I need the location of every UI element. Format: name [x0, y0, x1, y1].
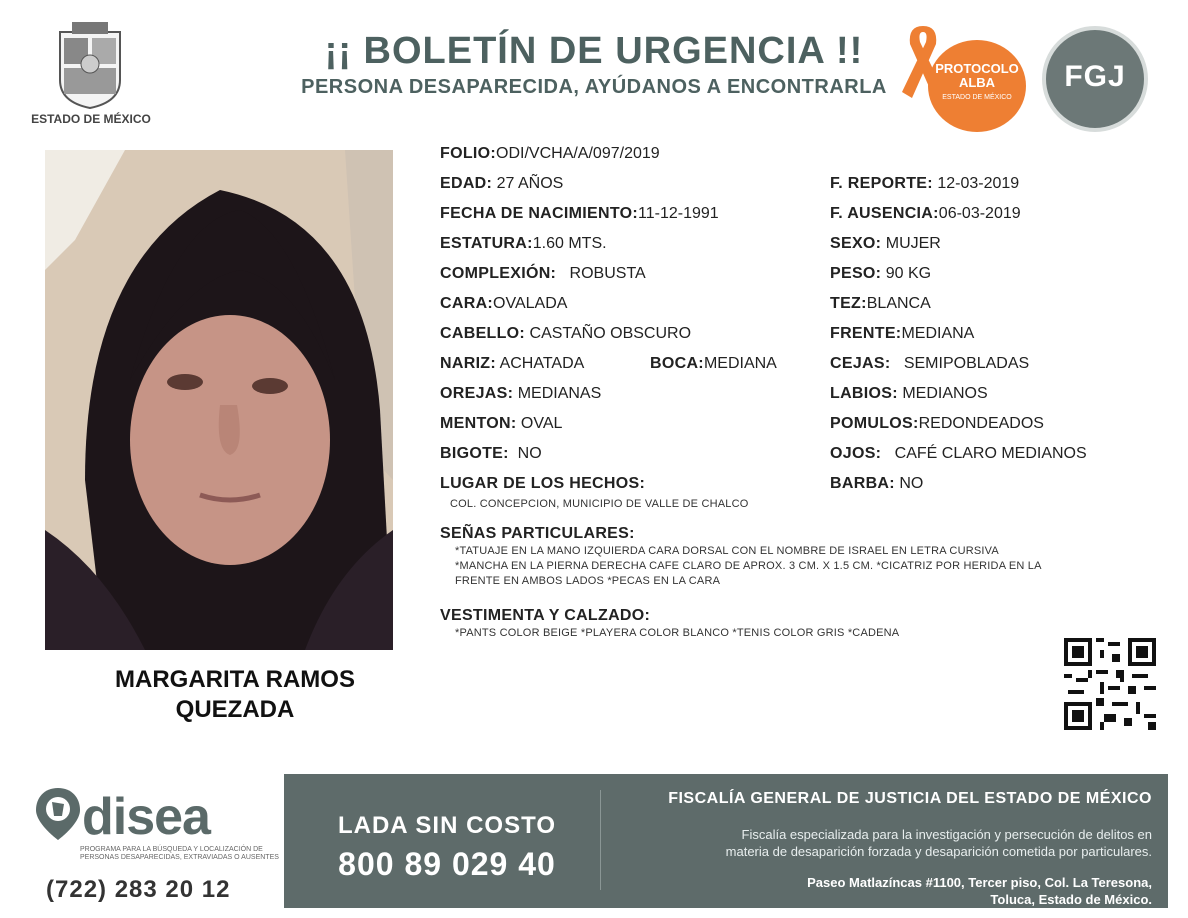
field-lugar-label: LUGAR DE LOS HECHOS: — [440, 475, 646, 492]
field-frente-value: MEDIANA — [901, 325, 975, 342]
field-menton — [440, 415, 562, 433]
alba-line3: ESTADO DE MÉXICO — [942, 94, 1012, 101]
field-ojos-value: CAFÉ CLARO MEDIANOS — [894, 445, 1087, 462]
field-cejas-value: SEMIPOBLADAS — [903, 355, 1030, 372]
fgj-description-line1: Fiscalía especializada para la investigación y persecución de delitos en — [741, 827, 1152, 842]
field-boca-label: BOCA: — [650, 355, 704, 372]
senas-line1: *TATUAJE EN LA MANO IZQUIERDA CARA DORSAL CON EL NOMBRE DE ISRAEL EN LETRA CURSIVA — [455, 545, 999, 557]
fgj-description — [612, 826, 1152, 860]
field-cara-value: OVALADA — [493, 295, 568, 312]
field-nariz-value: ACHATADA — [499, 355, 585, 372]
field-cara — [440, 295, 567, 313]
field-bigote-value: NO — [517, 445, 542, 462]
field-pomulos-value: REDONDEADOS — [918, 415, 1044, 432]
field-estatura — [440, 235, 607, 253]
field-nacimiento-value: 11-12-1991 — [638, 205, 719, 222]
field-pomulos — [830, 415, 1044, 433]
field-labios — [830, 385, 988, 403]
alba-line2: ALBA — [958, 75, 996, 90]
field-barba — [830, 475, 923, 493]
field-nariz — [440, 355, 584, 373]
lada-sin-costo-label: LADA SIN COSTO — [337, 812, 556, 839]
person-name — [45, 665, 425, 725]
field-tez — [830, 295, 931, 313]
field-bigote — [440, 445, 542, 463]
fgj-address-line1: Paseo Matlazíncas #1100, Tercer piso, Col. La Teresona, — [807, 875, 1152, 890]
field-nariz-label: NARIZ: — [440, 355, 497, 372]
field-peso-value: 90 KG — [885, 265, 932, 282]
field-orejas — [440, 385, 601, 403]
fgj-seal-text: FGJ — [1064, 60, 1126, 93]
field-folio-value: ODI/VCHA/A/097/2019 — [496, 145, 660, 162]
field-bigote-label: BIGOTE: — [440, 445, 509, 462]
field-cejas-label: CEJAS: — [830, 355, 891, 372]
field-labios-label: LABIOS: — [830, 385, 898, 402]
field-edad-value: 27 AÑOS — [496, 175, 564, 192]
bulletin-subtitle: PERSONA DESAPARECIDA, AYÚDANOS A ENCONTRARLA — [301, 76, 887, 98]
field-ojos — [830, 445, 1087, 463]
field-peso-label: PESO: — [830, 265, 882, 282]
senas-label: SEÑAS PARTICULARES: — [440, 525, 635, 542]
field-complexion — [440, 265, 646, 283]
field-lugar-value: COL. CONCEPCION, MUNICIPIO DE VALLE DE CHALCO — [450, 498, 749, 510]
qr-code — [1064, 638, 1156, 730]
bulletin-title: ¡¡ BOLETÍN DE URGENCIA !! — [324, 30, 864, 72]
field-barba-value: NO — [899, 475, 924, 492]
field-f-reporte — [830, 175, 1019, 193]
field-boca — [650, 355, 777, 373]
field-cejas — [830, 355, 1029, 373]
field-folio — [440, 145, 660, 163]
field-sexo — [830, 235, 941, 253]
field-tez-value: BLANCA — [866, 295, 931, 312]
field-nacimiento — [440, 205, 719, 223]
field-f-reporte-label: F. REPORTE: — [830, 175, 933, 192]
field-orejas-value: MEDIANAS — [517, 385, 602, 402]
field-menton-label: MENTON: — [440, 415, 517, 432]
lada-number: 800 89 029 40 — [338, 846, 556, 882]
field-frente-label: FRENTE: — [830, 325, 902, 342]
field-cabello-value: CASTAÑO OBSCURO — [529, 325, 692, 342]
vestimenta-label: VESTIMENTA Y CALZADO: — [440, 607, 651, 624]
footer-divider — [600, 790, 601, 890]
fgj-seal — [1042, 26, 1148, 132]
field-labios-value: MEDIANOS — [902, 385, 988, 402]
field-peso — [830, 265, 931, 283]
field-complexion-value: ROBUSTA — [569, 265, 646, 282]
field-ojos-label: OJOS: — [830, 445, 882, 462]
field-folio-label: FOLIO: — [440, 145, 497, 162]
field-lugar — [440, 475, 645, 493]
field-nacimiento-label: FECHA DE NACIMIENTO: — [440, 205, 638, 222]
odisea-phone: (722) 283 20 12 — [46, 876, 231, 903]
field-sexo-label: SEXO: — [830, 235, 882, 252]
field-tez-label: TEZ: — [830, 295, 867, 312]
field-menton-value: OVAL — [520, 415, 563, 432]
field-cabello — [440, 325, 691, 343]
field-cabello-label: CABELLO: — [440, 325, 526, 342]
field-barba-label: BARBA: — [830, 475, 895, 492]
senas-line3: FRENTE EN AMBOS LADOS *PECAS EN LA CARA — [455, 575, 721, 587]
odisea-subtitle: PROGRAMA PARA LA BÚSQUEDA Y LOCALIZACIÓN DE PERSONAS DESAPARECIDAS, EXTRAVIADAS O AUSENTES — [80, 846, 279, 861]
field-sexo-value: MUJER — [885, 235, 941, 252]
missing-person-photo — [45, 150, 393, 650]
field-f-ausencia — [830, 205, 1021, 223]
fgj-name: FISCALÍA GENERAL DE JUSTICIA DEL ESTADO DE MÉXICO — [668, 790, 1152, 807]
odisea-logo-text: disea — [82, 788, 210, 846]
field-f-ausencia-label: F. AUSENCIA: — [830, 205, 939, 222]
senas-line2: *MANCHA EN LA PIERNA DERECHA CAFE CLARO DE APROX. 3 CM. X 1.5 CM. *CICATRIZ POR HERIDA EN LA — [455, 560, 1042, 572]
field-edad-label: EDAD: — [440, 175, 493, 192]
field-boca-value: MEDIANA — [703, 355, 777, 372]
protocolo-alba-badge — [928, 40, 1026, 132]
fgj-address-line2: Toluca, Estado de México. — [990, 892, 1152, 907]
field-complexion-label: COMPLEXIÓN: — [440, 265, 557, 282]
state-label: ESTADO DE MÉXICO — [31, 112, 151, 126]
alba-line1: PROTOCOLO — [935, 61, 1019, 76]
field-estatura-value: 1.60 MTS. — [532, 235, 607, 252]
fgj-description-line2: materia de desaparición forzada y desaparición cometida por particulares. — [725, 844, 1152, 859]
fgj-address — [612, 874, 1152, 908]
person-name-line1: MARGARITA RAMOS — [115, 666, 355, 693]
field-cara-label: CARA: — [440, 295, 494, 312]
odisea-map-pin-icon — [34, 786, 82, 842]
person-name-line2: QUEZADA — [175, 696, 295, 723]
field-edad — [440, 175, 563, 193]
field-orejas-label: OREJAS: — [440, 385, 514, 402]
vestimenta-value: *PANTS COLOR BEIGE *PLAYERA COLOR BLANCO *TENIS COLOR GRIS *CADENA — [455, 627, 900, 639]
field-frente — [830, 325, 974, 343]
field-f-reporte-value: 12-03-2019 — [937, 175, 1020, 192]
field-estatura-label: ESTATURA: — [440, 235, 533, 252]
field-pomulos-label: POMULOS: — [830, 415, 919, 432]
field-f-ausencia-value: 06-03-2019 — [938, 205, 1021, 222]
